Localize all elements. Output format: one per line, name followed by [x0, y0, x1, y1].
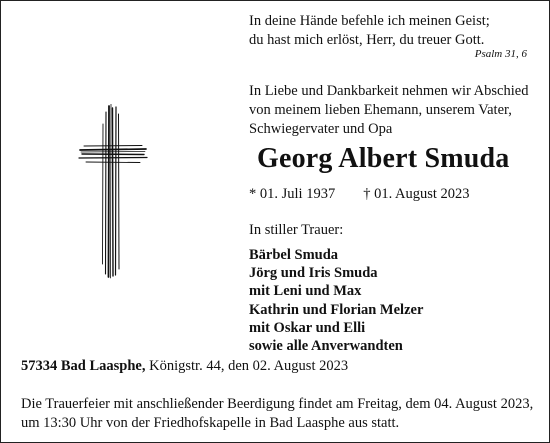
farewell-intro	[249, 82, 528, 139]
funeral-info	[21, 395, 533, 432]
mourner-4: Kathrin und Florian Melzer	[249, 301, 424, 318]
mourner-6: sowie alle Anverwandten	[249, 338, 403, 355]
funeral-line-1: Die Trauerfeier mit anschließender Beerdigung findet am Freitag, dem 04. August 2023,	[21, 396, 534, 412]
mourner-1: Bärbel Smuda	[249, 247, 339, 263]
mourner-3: mit Leni und Max	[249, 283, 362, 300]
bible-verse	[249, 12, 490, 50]
place-and-date	[21, 358, 348, 375]
death-date: † 01. August 2023	[363, 186, 470, 202]
intro-line-3: Schwiegervater und Opa	[249, 121, 393, 137]
deceased-name: Georg Albert Smuda	[257, 143, 510, 174]
intro-line-1: In Liebe und Dankbarkeit nehmen wir Abschied	[249, 83, 529, 99]
mourners-list	[249, 246, 423, 355]
verse-line-2: du hast mich erlöst, Herr, du treuer Gott.	[249, 32, 485, 48]
funeral-line-2: um 13:30 Uhr von der Friedhofskapelle in Bad Laasphe aus statt.	[21, 414, 400, 431]
town: 57334 Bad Laasphe,	[21, 358, 146, 374]
birth-date: * 01. Juli 1937	[249, 186, 336, 202]
cross-icon	[78, 104, 148, 279]
intro-line-2: von meinem lieben Ehemann, unserem Vater,	[249, 102, 512, 118]
mourner-2: Jörg und Iris Smuda	[249, 265, 378, 282]
verse-reference: Psalm 31, 6	[474, 48, 527, 60]
mourner-5: mit Oskar und Elli	[249, 319, 366, 336]
life-dates	[249, 186, 470, 203]
verse-line-1: In deine Hände befehle ich meinen Geist;	[249, 13, 490, 29]
mourning-label: In stiller Trauer:	[249, 222, 344, 238]
address-date: Königstr. 44, den 02. August 2023	[145, 358, 349, 374]
